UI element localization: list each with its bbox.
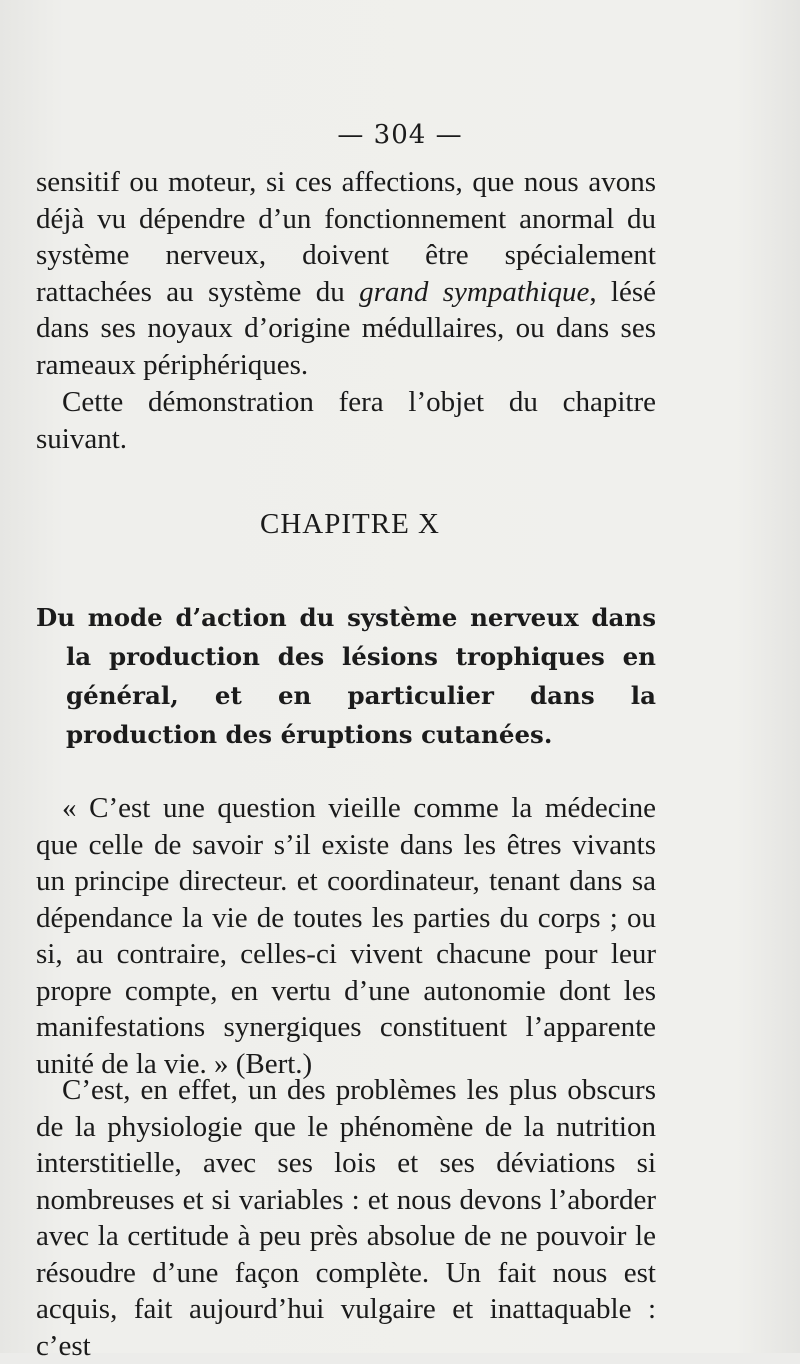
body-paragraph <box>36 1072 656 1364</box>
paragraph-text-end: , lésé dans ses noyaux d’origine médullaires, ou dans ses rameaux périphériques. <box>36 275 656 381</box>
chapter-heading: CHAPITRE X <box>260 508 440 540</box>
paragraph-text: « C’est une question vieille comme la médecine que celle de savoir s’il existe dans les êtres vivants un principe directeur. et coordinateur, tenant dans sa dépendance la vie de toutes les parties du corps ; ou si, au contraire, celles-ci vivent chacune pour leur propre compte, en vertu d’une autonomie dont les manifestations synergiques constituent l’apparente unité de la vie. » (Bert.) <box>36 792 656 1080</box>
paragraph-continuation <box>36 164 656 383</box>
paragraph-text: sensitif ou moteur, si ces affections, que nous avons déjà vu dépendre d’un fonctionnement anormal du système nerveux, doivent être spécialement rattachées au système du <box>36 166 656 308</box>
chapter-title: Du mode d’action du système nerveux dans la production des lésions trophiques en général, et en particulier dans la production des éruptions cutanées. <box>36 603 656 749</box>
italic-term: grand sympathique <box>359 275 590 308</box>
paragraph-text: C’est, en effet, un des problèmes les plus obscurs de la physiologie que le phénomène de la nutrition interstitielle, avec ses lois et ses déviations si nombreuses et si variables : et nous devons l’aborder avec la certitude à peu près absolue de ne pouvoir le résoudre d’une façon complète. Un fait nous est acquis, fait aujourd’hui vulgaire et inattaquable : c’est <box>36 1074 656 1362</box>
page-number: — 304 — <box>337 120 463 150</box>
quotation-paragraph <box>36 790 656 1082</box>
paragraph-transition <box>36 384 656 457</box>
paragraph-text: Cette démonstration fera l’objet du chapitre suivant. <box>36 386 656 455</box>
